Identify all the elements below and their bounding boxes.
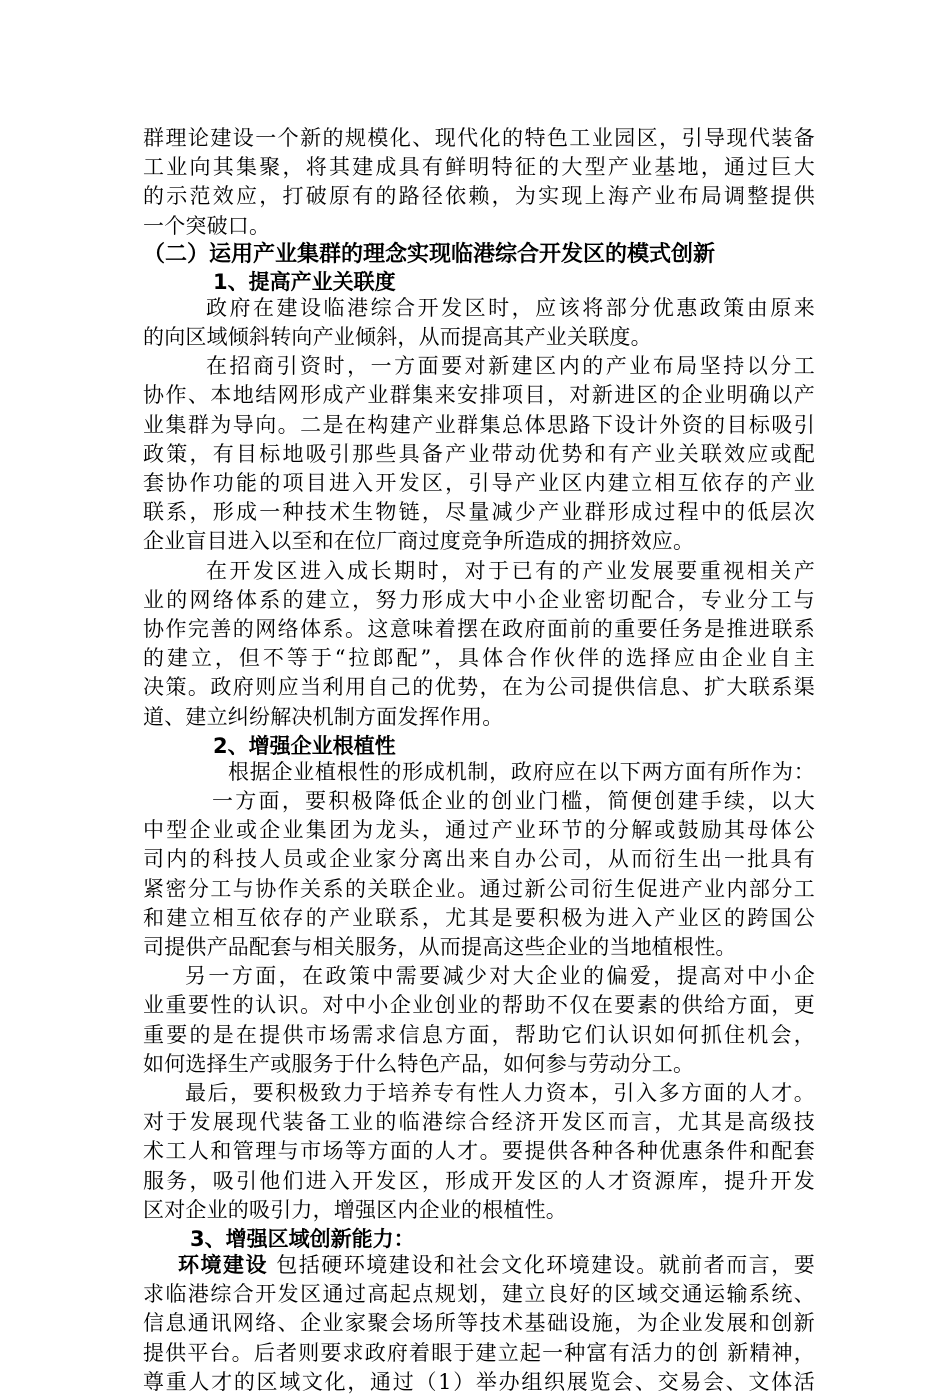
paragraph-line: 对于发展现代装备工业的临港综合经济开发区而言，尤其是高级技 — [143, 1110, 815, 1134]
paragraph-line: 的建立，但不等于“拉郎配”，具体合作伙伴的选择应由企业自主 — [143, 646, 815, 670]
paragraph-line: 中型企业或企业集团为龙头，通过产业环节的分解或鼓励其母体公 — [143, 818, 815, 842]
paragraph-line: 术工人和管理与市场等方面的人才。要提供各种各种优惠条件和配套 — [143, 1139, 815, 1163]
paragraph-line: 尊重人才的区域文化，通过（1）举办组织展览会、交易会、文体活 — [143, 1370, 815, 1394]
subsection-heading-2: 2、增强企业根植性 — [213, 734, 396, 758]
paragraph-line: 道、建立纠纷解决机制方面发挥作用。 — [143, 705, 504, 729]
section-heading: （二）运用产业集群的理念实现临港综合开发区的模式创新 — [143, 242, 716, 267]
paragraph-line: 根据企业植根性的形成机制，政府应在以下两方面有所作为： — [228, 760, 815, 784]
paragraph-line: 司内的科技人员或企业家分离出来自办公司，从而衍生出一批具有 — [143, 847, 815, 871]
paragraph-line: 最后，要积极致力于培养专有性人力资本，引入多方面的人才。 — [185, 1081, 815, 1105]
paragraph-first-line — [178, 1250, 815, 1280]
paragraph-line: 一方面，要积极降低企业的创业门槛，简便创建手续，以大 — [212, 789, 815, 813]
paragraph-line: 业的网络体系的建立，努力形成大中小企业密切配合，专业分工与 — [143, 588, 815, 612]
paragraph-line: 求临港综合开发区通过高起点规划，建立良好的区域交通运输系统、 — [143, 1282, 815, 1306]
paragraph-line: 决策。政府则应当利用自己的优势，在为公司提供信息、扩大联系渠 — [143, 675, 815, 699]
paragraph-line: 企业盲目进入以至和在位厂商过度竞争所造成的拥挤效应。 — [143, 529, 695, 553]
paragraph-line: 信息通讯网络、企业家聚会场所等技术基础设施，为企业发展和创新 — [143, 1311, 815, 1335]
paragraph-line: 业重要性的认识。对中小企业创业的帮助不仅在要素的供给方面，更 — [143, 993, 815, 1017]
paragraph-line: 政府在建设临港综合开发区时，应该将部分优惠政策由原来 — [206, 296, 815, 320]
intro-line: 工业向其集聚，将其建成具有鲜明特征的大型产业基地，通过巨大 — [143, 155, 815, 179]
paragraph-line: 区对企业的吸引力，增强区内企业的根植性。 — [143, 1198, 567, 1222]
intro-line: 的示范效应，打破原有的路径依赖，为实现上海产业布局调整提供 — [143, 184, 815, 208]
paragraph-line: 业集群为导向。二是在构建产业群集总体思路下设计外资的目标吸引 — [143, 413, 815, 437]
paragraph-line: 重要的是在提供市场需求信息方面，帮助它们认识如何抓住机会， — [143, 1023, 815, 1047]
paragraph-line: 套协作功能的项目进入开发区，引导产业区内建立相互依存的产业 — [143, 471, 815, 495]
paragraph-line: 协作、本地结网形成产业群集来安排项目，对新进区的企业明确以产 — [143, 383, 815, 407]
paragraph-line: 另一方面，在政策中需要减少对大企业的偏爱，提高对中小企 — [185, 964, 815, 988]
intro-line: 一个突破口。 — [143, 214, 271, 238]
subsection-heading-3: 3、增强区域创新能力： — [190, 1227, 415, 1251]
paragraph-line: 政策，有目标地吸引那些具备产业带动优势和有产业关联效应或配 — [143, 442, 815, 466]
paragraph-line: 协作完善的网络体系。这意味着摆在政府面前的重要任务是推进联系 — [143, 617, 815, 641]
subsection-heading-1: 1、提高产业关联度 — [213, 270, 396, 294]
bold-term: 环境建设 — [178, 1253, 269, 1277]
paragraph-line: 提供平台。后者则要求政府着眼于建立起一种富有活力的创 新精神， — [143, 1341, 815, 1365]
paragraph-line: 服务，吸引他们进入开发区，形成开发区的人才资源库，提升开发 — [143, 1169, 815, 1193]
paragraph-line: 如何选择生产或服务于什么特色产品，如何参与劳动分工。 — [143, 1052, 695, 1076]
paragraph-line: 和建立相互依存的产业联系，尤其是要积极为进入产业区的跨国公 — [143, 906, 815, 930]
first-line-text: 包括硬环境建设和社会文化环境建设。就前者而言，要 — [276, 1253, 815, 1277]
paragraph-line: 紧密分工与协作关系的关联企业。通过新公司衍生促进产业内部分工 — [143, 877, 815, 901]
paragraph-line: 在招商引资时，一方面要对新建区内的产业布局坚持以分工 — [206, 354, 815, 378]
paragraph-line: 在开发区进入成长期时，对于已有的产业发展要重视相关产 — [206, 559, 815, 583]
paragraph-line: 的向区域倾斜转向产业倾斜，从而提高其产业关联度。 — [143, 325, 652, 349]
intro-line: 群理论建设一个新的规模化、现代化的特色工业园区，引导现代装备 — [143, 126, 815, 150]
paragraph-line: 联系，形成一种技术生物链，尽量减少产业群形成过程中的低层次 — [143, 500, 815, 524]
paragraph-line: 司提供产品配套与相关服务，从而提高这些企业的当地植根性。 — [143, 935, 737, 959]
